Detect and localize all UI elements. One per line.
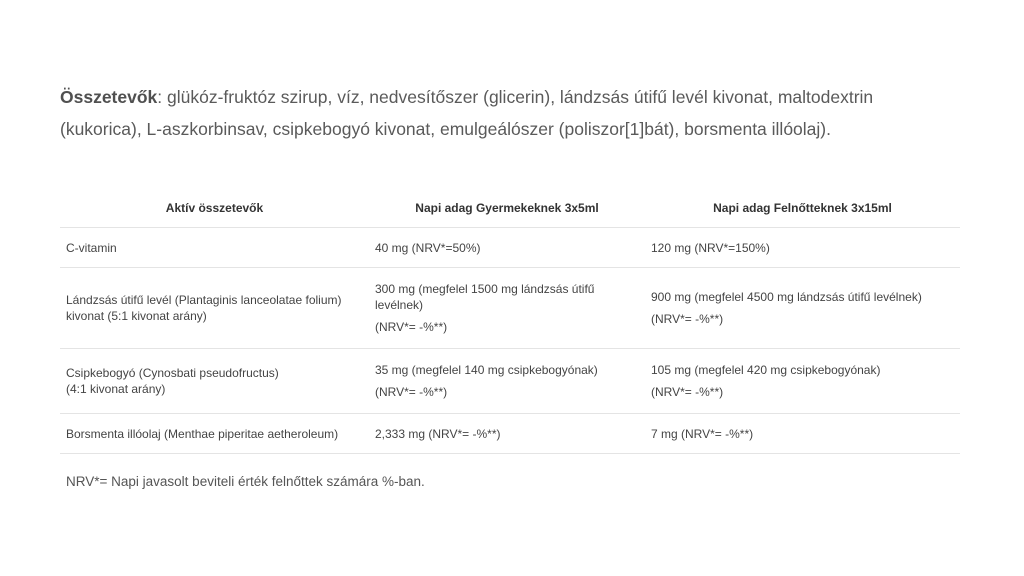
nrv-footnote: NRV*= Napi javasolt beviteli érték felnőttek számára %-ban. — [66, 474, 425, 489]
ingredient-name-cell — [60, 349, 369, 414]
ingredients-text: glükóz-fruktóz szirup, víz, nedvesítőszer (glicerin), lándzsás útifű levél kivonat, maltodextrin (kukorica), L-aszkorbinsav, csipkebogyó kivonat, emulgeálószer (poliszor[1]bát), borsmenta illóolaj). — [60, 87, 874, 139]
table-header-row — [60, 189, 960, 228]
child-dose-value: 35 mg (megfelel 140 mg csipkebogyónak) — [375, 363, 598, 377]
child-dose-cell — [369, 414, 645, 454]
ingredient-name-cell: C-vitamin — [60, 228, 369, 268]
child-dose-cell — [369, 228, 645, 268]
ingredient-name-cell: Borsmenta illóolaj (Menthae piperitae aetheroleum) — [60, 414, 369, 454]
ingredient-name-line: Csipkebogyó (Cynosbati pseudofructus) — [66, 366, 279, 380]
header-child-dose: Napi adag Gyermekeknek 3x5ml — [369, 189, 645, 228]
adult-dose-cell — [645, 349, 960, 414]
table-row — [60, 268, 960, 349]
header-adult-dose: Napi adag Felnőtteknek 3x15ml — [645, 189, 960, 228]
adult-dose-cell — [645, 228, 960, 268]
child-dose-cell — [369, 349, 645, 414]
child-dose-cell — [369, 268, 645, 349]
table-row — [60, 349, 960, 414]
table-row — [60, 228, 960, 268]
child-nrv-value: (NRV*= -%**) — [375, 320, 448, 334]
child-dose-value: 2,333 mg (NRV*= -%**) — [375, 426, 501, 441]
ingredients-paragraph — [60, 81, 940, 145]
ingredients-separator: : — [157, 87, 163, 107]
active-ingredients-table — [60, 189, 960, 454]
adult-dose-cell — [645, 414, 960, 454]
adult-dose-value: 7 mg (NRV*= -%**) — [651, 426, 754, 441]
adult-nrv-value: (NRV*= -%**) — [651, 312, 724, 326]
table-row — [60, 414, 960, 454]
adult-dose-value: 105 mg (megfelel 420 mg csipkebogyónak) — [651, 363, 881, 377]
ingredient-ratio-line: (4:1 kivonat arány) — [66, 382, 166, 396]
ingredients-label: Összetevők — [60, 87, 158, 107]
child-dose-value: 300 mg (megfelel 1500 mg lándzsás útifű levélnek) — [375, 282, 595, 312]
adult-dose-value: 900 mg (megfelel 4500 mg lándzsás útifű levélnek) — [651, 290, 922, 304]
adult-nrv-value: (NRV*= -%**) — [651, 385, 724, 399]
child-nrv-value: (NRV*= -%**) — [375, 385, 448, 399]
header-active-ingredients: Aktív összetevők — [60, 189, 369, 228]
ingredient-name-cell: Lándzsás útifű levél (Plantaginis lanceolatae folium) kivonat (5:1 kivonat arány) — [60, 268, 369, 349]
child-dose-value: 40 mg (NRV*=50%) — [375, 240, 481, 255]
adult-dose-cell — [645, 268, 960, 349]
adult-dose-value: 120 mg (NRV*=150%) — [651, 240, 770, 255]
